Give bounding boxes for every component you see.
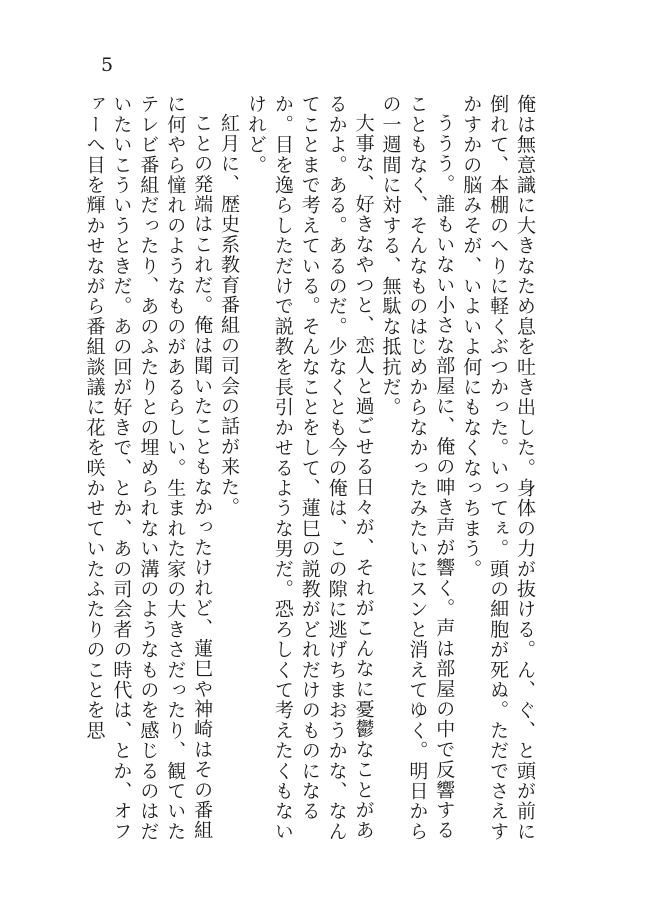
paragraph-5: ことの発端はこれだ。俺は聞いたこともなかったけれど、蓮巳や神崎はその番組に何やら憧れのようなものがあるらしい。生まれた家の大きさだったり、観ていたテレビ番組だったり、あのふたりとの埋められない溝のようなものを感じるのはだいたいこういうときだ。あの回が好きで、とか、あの司会者の時代は、とか、オファーへ目を輝かせながら番組談議に花を咲かせていたふたりのことを思 xyxy=(83,94,214,842)
page-number: 5 xyxy=(101,54,114,76)
paragraph-3: 大事な、好きなやつと、恋人と過ごせる日々が、それがこんなに憂鬱なことがあるかよ。ある。あるのだ。少なくとも今の俺は、この隙に逃げちまおうかな、なんてことまで考えている。そんなことをして、蓮巳の説教がどれだけのものになるか。目を逸らしただけで説教を長引かせるような男だ。恐ろしくて考えたくもないけれど。 xyxy=(244,94,375,842)
paragraph-2: ううう。誰もいない小さな部屋に、俺の呻き声が響く。声は部屋の中で反響することもなく、そんなものはじめからなかったみたいにスンと消えてゆく。明日からの一週間に対する、無駄な抵抗だ。 xyxy=(379,94,456,842)
body-text xyxy=(81,94,538,846)
paragraph-1: 俺は無意識に大きなため息を吐き出した。身体の力が抜ける。ん、ぐ、と頭が前に倒れて、本棚のへりに軽くぶつかった。いってぇ。頭の細胞が死ぬ。ただでさえすかすかの脳みそが、いよいよ何にもなくなっちまう。 xyxy=(460,94,536,842)
paragraph-4: 紅月に、歴史系教育番組の司会の話が来た。 xyxy=(218,113,241,517)
